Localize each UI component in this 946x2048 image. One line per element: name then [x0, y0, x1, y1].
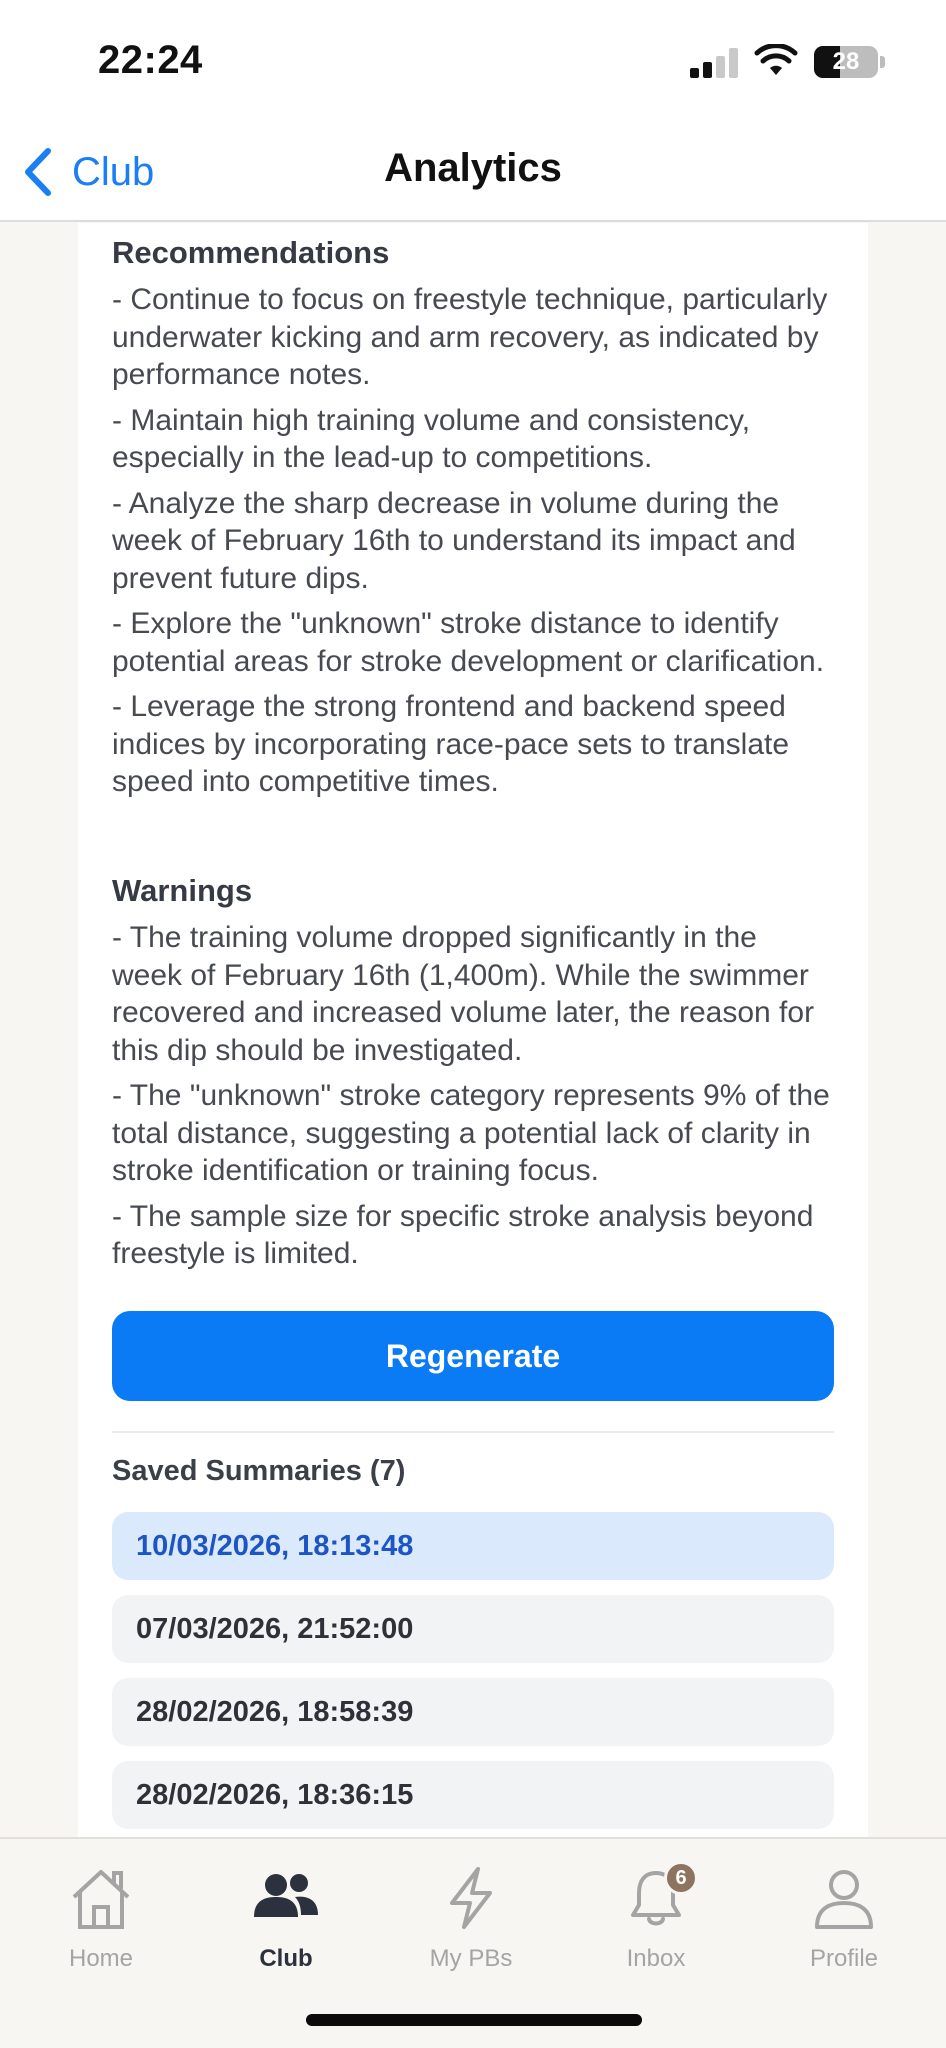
- people-icon: [251, 1865, 321, 1931]
- house-icon: [66, 1865, 136, 1931]
- tab-inbox[interactable]: [576, 1865, 736, 1973]
- warning-item: - The sample size for specific stroke analysis beyond freestyle is limited.: [112, 1199, 814, 1270]
- recommendation-item: - Continue to focus on freestyle technique, particularly underwater kicking and arm recovery, as indicated by performance notes.: [112, 283, 828, 391]
- regenerate-button[interactable]: Regenerate: [112, 1311, 834, 1401]
- warning-item: - The "unknown" stroke category represents 9% of the total distance, suggesting a potential lack of clarity in stroke identification or training focus.: [112, 1079, 830, 1187]
- tab-club-label: Club: [259, 1945, 313, 1972]
- status-time: 22:24: [98, 38, 203, 82]
- battery-level: 28: [832, 48, 860, 75]
- tab-home-label: Home: [68, 1945, 134, 1972]
- tab-inbox-label: Inbox: [626, 1945, 686, 1972]
- cellular-signal-icon: [690, 48, 740, 78]
- tab-club[interactable]: [206, 1865, 366, 1973]
- tab-my-pbs-label: My PBs: [429, 1945, 513, 1972]
- tab-profile[interactable]: [764, 1865, 924, 1973]
- saved-summary-item[interactable]: 28/02/2026, 18:58:39: [112, 1678, 834, 1746]
- divider: [112, 1431, 834, 1433]
- warnings-heading: Warnings: [112, 873, 253, 908]
- tab-home[interactable]: [21, 1865, 181, 1973]
- warning-item: - The training volume dropped significantly in the week of February 16th (1,400m). While the swimmer recovered and increased volume later, the reason for this dip should be investigated.: [112, 921, 815, 1067]
- person-icon: [809, 1865, 879, 1931]
- navigation-bar: [0, 126, 946, 222]
- wifi-icon: [754, 44, 798, 78]
- home-indicator[interactable]: [306, 2014, 642, 2026]
- saved-summary-item[interactable]: 07/03/2026, 21:52:00: [112, 1595, 834, 1663]
- tab-bar: [0, 1837, 946, 2048]
- inbox-badge: 6: [664, 1861, 698, 1895]
- status-bar: [0, 0, 946, 126]
- recommendations-section: [112, 233, 834, 801]
- recommendation-item: - Analyze the sharp decrease in volume during the week of February 16th to understand its impact and prevent future dips.: [112, 486, 796, 595]
- warnings-section: [112, 871, 834, 1273]
- battery-icon: [814, 46, 878, 78]
- lightning-icon: [436, 1865, 506, 1931]
- saved-summary-item-selected[interactable]: 10/03/2026, 18:13:48: [112, 1512, 834, 1580]
- recommendation-item: - Leverage the strong frontend and backend speed indices by incorporating race-pace sets to translate speed into competitive times.: [112, 690, 790, 798]
- recommendation-item: - Maintain high training volume and consistency, especially in the lead-up to competitions.: [112, 403, 751, 474]
- back-label: Club: [72, 149, 155, 194]
- analytics-summary-card[interactable]: [78, 223, 868, 1837]
- page-title: Analytics: [384, 146, 562, 190]
- battery-cap: [880, 56, 885, 68]
- tab-my-pbs[interactable]: [391, 1865, 551, 1973]
- recommendation-item: - Explore the "unknown" stroke distance to identify potential areas for stroke development or clarification.: [112, 607, 825, 678]
- saved-summaries-heading: Saved Summaries (7): [112, 1455, 406, 1487]
- tab-profile-label: Profile: [809, 1945, 879, 1972]
- saved-summary-item[interactable]: 28/02/2026, 18:36:15: [112, 1761, 834, 1829]
- recommendations-heading: Recommendations: [112, 235, 390, 270]
